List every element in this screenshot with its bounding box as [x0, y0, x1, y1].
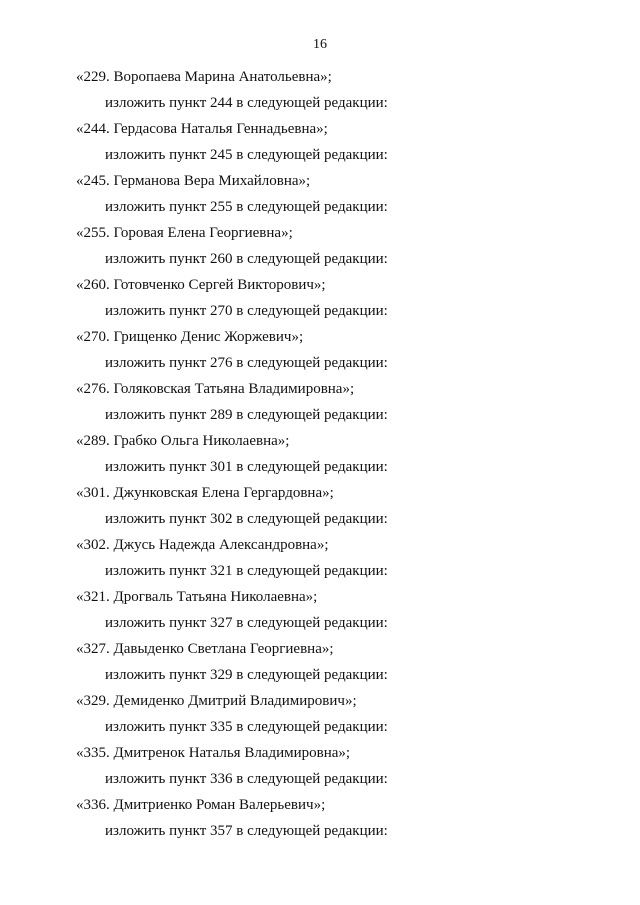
- list-entry: «329. Демиденко Дмитрий Владимирович»;: [76, 693, 357, 709]
- edit-instruction: изложить пункт 245 в следующей редакции:: [105, 147, 388, 163]
- document-body: [0, 64, 640, 844]
- edit-instruction: изложить пункт 336 в следующей редакции:: [105, 771, 388, 787]
- edit-instruction: изложить пункт 255 в следующей редакции:: [105, 199, 388, 215]
- list-entry: «245. Германова Вера Михайловна»;: [76, 173, 311, 189]
- edit-instruction: изложить пункт 260 в следующей редакции:: [105, 251, 388, 267]
- edit-instruction: изложить пункт 321 в следующей редакции:: [105, 563, 388, 579]
- list-entry: «276. Голяковская Татьяна Владимировна»;: [76, 381, 355, 397]
- edit-instruction: изложить пункт 357 в следующей редакции:: [105, 823, 388, 839]
- list-entry: «321. Дрогваль Татьяна Николаевна»;: [76, 589, 318, 605]
- list-entry: «336. Дмитриенко Роман Валерьевич»;: [76, 797, 326, 813]
- list-entry: «270. Грищенко Денис Жоржевич»;: [76, 329, 304, 345]
- edit-instruction: изложить пункт 270 в следующей редакции:: [105, 303, 388, 319]
- edit-instruction: изложить пункт 276 в следующей редакции:: [105, 355, 388, 371]
- list-entry: «327. Давыденко Светлана Георгиевна»;: [76, 641, 334, 657]
- edit-instruction: изложить пункт 335 в следующей редакции:: [105, 719, 388, 735]
- page-number: 16: [313, 37, 327, 52]
- list-entry: «301. Джунковская Елена Гергардовна»;: [76, 485, 334, 501]
- list-entry: «289. Грабко Ольга Николаевна»;: [76, 433, 290, 449]
- edit-instruction: изложить пункт 244 в следующей редакции:: [105, 95, 388, 111]
- list-entry: «335. Дмитренок Наталья Владимировна»;: [76, 745, 351, 761]
- edit-instruction: изложить пункт 302 в следующей редакции:: [105, 511, 388, 527]
- edit-instruction: изложить пункт 289 в следующей редакции:: [105, 407, 388, 423]
- list-entry: «260. Готовченко Сергей Викторович»;: [76, 277, 326, 293]
- list-entry: «229. Воропаева Марина Анатольевна»;: [76, 69, 332, 85]
- list-entry: «255. Горовая Елена Георгиевна»;: [76, 225, 293, 241]
- list-entry: «244. Гердасова Наталья Геннадьевна»;: [76, 121, 328, 137]
- edit-instruction: изложить пункт 301 в следующей редакции:: [105, 459, 388, 475]
- edit-instruction: изложить пункт 329 в следующей редакции:: [105, 667, 388, 683]
- list-entry: «302. Джусь Надежда Александровна»;: [76, 537, 329, 553]
- edit-instruction: изложить пункт 327 в следующей редакции:: [105, 615, 388, 631]
